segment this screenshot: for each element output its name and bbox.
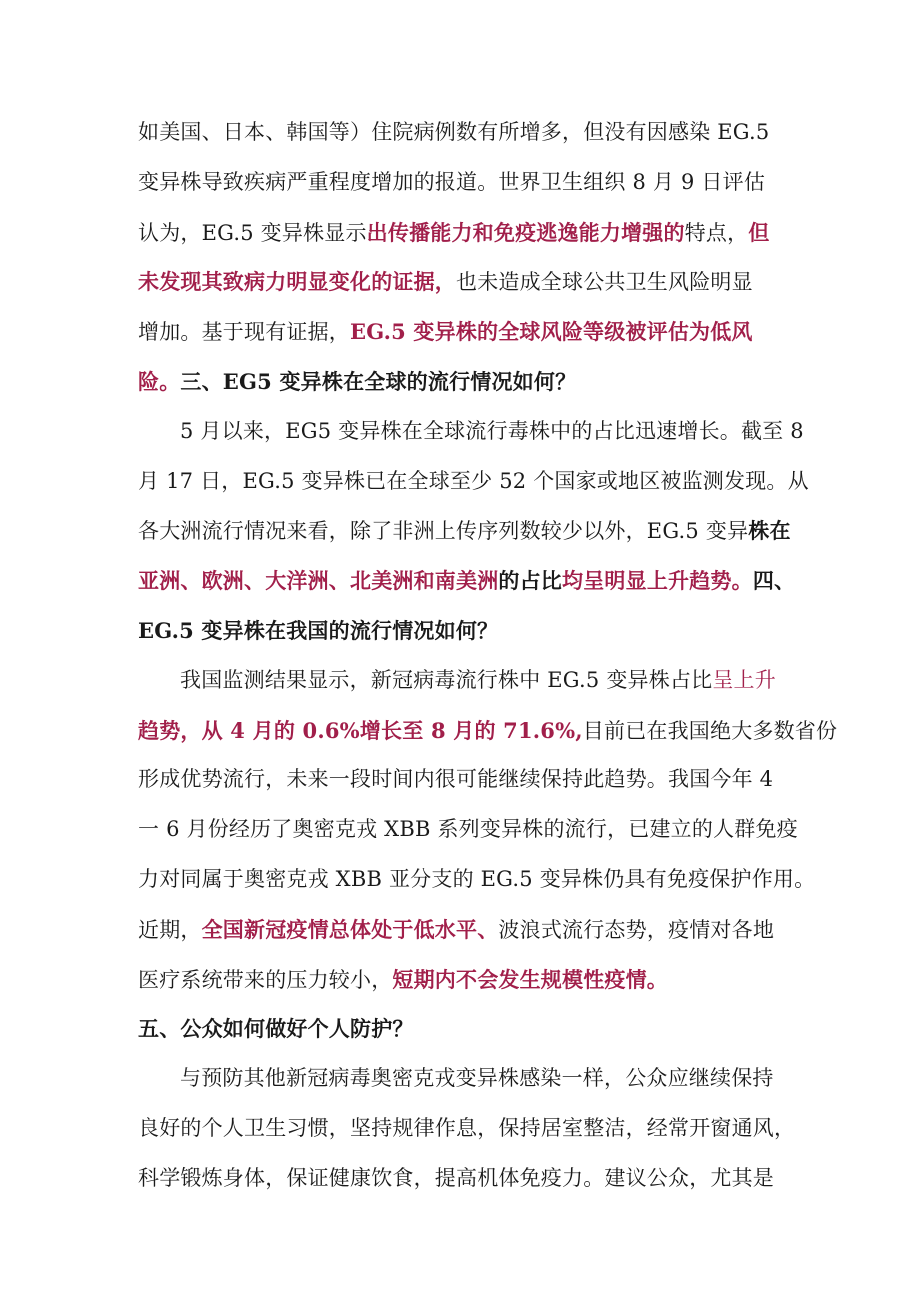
text-line-22: 科学锻炼身体，保证健康饮食，提高机体免疫力。建议公众，尤其是: [138, 1165, 774, 1190]
text-line-21: 良好的个人卫生习惯，坚持规律作息，保持居室整洁，经常开窗通风，: [138, 1115, 796, 1140]
text-line-9: 各大洲流行情况来看，除了非洲上传序列数较少以外，EG.5 变异株在: [138, 518, 791, 544]
text-line-5: 增加。基于现有证据，EG.5 变异株的全球风险等级被评估为低风: [138, 319, 753, 345]
section-heading-3: 三、EG5 变异株在全球的流行情况如何？: [180, 368, 577, 394]
highlight-text: 出传播能力和免疫逃逸能力增强的: [366, 219, 685, 245]
text-line-19: [138, 1004, 798, 1054]
text-line-11: [138, 606, 798, 656]
highlight-text: 均呈明显上升趋势。: [562, 568, 753, 594]
section-heading-4: 四、: [752, 568, 796, 594]
text-line-20: 与预防其他新冠病毒奥密克戎变异株感染一样，公众应继续保持: [180, 1066, 774, 1091]
highlight-text: 全国新冠疫情总体处于低水平、: [201, 916, 499, 942]
text-line-4: 未发现其致病力明显变化的证据，也未造成全球公共卫生风险明显: [138, 269, 753, 295]
text-line-16: 力对同属于奥密克戎 XBB 亚分支的 EG.5 变异株仍具有免疫保护作用。: [138, 866, 816, 891]
text-line-14: 形成优势流行，未来一段时间内很可能继续保持此趋势。我国今年 4: [138, 767, 774, 792]
highlight-text: EG.5 变异株的全球风险等级被评估为低风: [350, 319, 753, 345]
highlight-text: 趋势，从 4 月的 0.6%增长至 8 月的 71.6%,: [138, 717, 583, 743]
highlight-text: 短期内不会发生规模性疫情。: [392, 966, 669, 992]
document-page: [138, 108, 838, 1204]
section-heading-5: 五、公众如何做好个人防护？: [138, 1016, 414, 1042]
section-heading-4-cont: EG.5 变异株在我国的流行情况如何？: [138, 617, 499, 643]
highlight-text: 亚洲、欧洲、大洋洲、北美洲和南美洲: [138, 568, 499, 594]
text-line-13: 趋势，从 4 月的 0.6%增长至 8 月的 71.6%,目前已在我国绝大多数省份: [138, 717, 838, 743]
text-line-7: 5 月以来，EG5 变异株在全球流行毒株中的占比迅速增长。截至 8: [180, 418, 804, 443]
highlight-text: 呈上升: [712, 667, 776, 692]
text-line-6: [138, 357, 798, 407]
text-line-15: 一 6 月份经历了奥密克戎 XBB 系列变异株的流行，已建立的人群免疫: [138, 817, 798, 842]
highlight-text: 未发现其致病力明显变化的证据，: [138, 269, 456, 295]
text-line-17: 近期，全国新冠疫情总体处于低水平、波浪式流行态势，疫情对各地: [138, 916, 775, 942]
text-line-10: 亚洲、欧洲、大洋洲、北美洲和南美洲的占比均呈明显上升趋势。四、: [138, 568, 796, 594]
text-line-1: 如美国、日本、韩国等）住院病例数有所增多，但没有因感染 EG.5: [138, 120, 770, 144]
text-line-2: 变异株导致疾病严重程度增加的报道。世界卫生组织 8 月 9 日评估: [138, 169, 766, 194]
text-line-12: 我国监测结果显示，新冠病毒流行株中 EG.5 变异株占比呈上升: [180, 667, 776, 692]
text-line-18: 医疗系统带来的压力较小，短期内不会发生规模性疫情。: [138, 966, 669, 992]
text-line-8: 月 17 日，EG.5 变异株已在全球至少 52 个国家或地区被监测发现。从: [138, 468, 809, 493]
text-line-3: 认为，EG.5 变异株显示出传播能力和免疫逃逸能力增强的特点，但: [138, 219, 770, 245]
highlight-text: 但: [748, 219, 770, 245]
highlight-text: 险。: [138, 368, 181, 394]
